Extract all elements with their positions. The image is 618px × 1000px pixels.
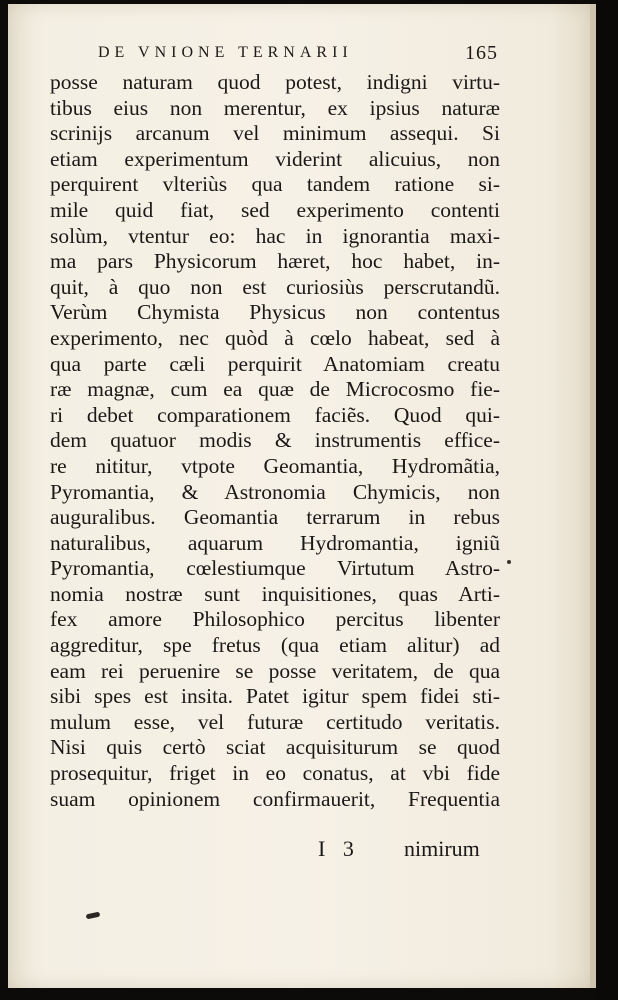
text-line: sibi spes est insita. Patet igitur spem fidei sti- xyxy=(50,684,500,709)
running-head-title: DE VNIONE TERNARII xyxy=(98,44,353,61)
text-line: naturalibus, aquarum Hydromantia, igniũ xyxy=(50,530,500,555)
text-line: nomia nostræ sunt inquisitiones, quas Arti- xyxy=(50,581,500,606)
text-line: eam rei peruenire se posse veritatem, de qua xyxy=(50,658,500,683)
text-line: scrinijs arcanum vel minimum assequi. Si xyxy=(50,121,500,146)
text-line: qua parte cæli perquirit Anatomiam creatu xyxy=(50,351,500,376)
text-line: re nititur, vtpote Geomantia, Hydromãtia, xyxy=(50,453,500,478)
signature-mark: I 3 xyxy=(318,836,360,861)
running-head xyxy=(98,44,498,68)
text-line: ræ magnæ, cum ea quæ de Microcosmo fie- xyxy=(50,377,500,402)
text-line: ma pars Physicorum hæret, hoc habet, in- xyxy=(50,249,500,274)
text-line: perquirent vlteriùs qua tandem ratione si- xyxy=(50,172,500,197)
text-line: ri debet comparationem faciẽs. Quod qui- xyxy=(50,402,500,427)
text-line: tibus eius non merentur, ex ipsius naturæ xyxy=(50,95,500,120)
catchword: nimirum xyxy=(404,836,480,861)
text-line: prosequitur, friget in eo conatus, at vbi fide xyxy=(50,761,500,786)
text-line: solùm, vtentur eo: hac in ignorantia maxi- xyxy=(50,223,500,248)
ink-speck xyxy=(507,560,511,564)
text-line: Pyromantia, cœlestiumque Virtutum Astro- xyxy=(50,556,500,581)
text-line: Verùm Chymista Physicus non contentus xyxy=(50,300,500,325)
text-line: Pyromantia, & Astronomia Chymicis, non xyxy=(50,479,500,504)
text-line: posse naturam quod potest, indigni virtu- xyxy=(50,70,500,94)
text-line: quit, à quo non est curiosiùs perscrutandũ. xyxy=(50,274,500,299)
text-line: fex amore Philosophico percitus libenter xyxy=(50,607,500,632)
text-line: Nisi quis certò sciat acquisiturum se quod xyxy=(50,735,500,760)
page-number: 165 xyxy=(465,42,498,64)
text-line: auguralibus. Geomantia terrarum in rebus xyxy=(50,505,500,530)
text-line: aggreditur, spe fretus (qua etiam alitur) ad xyxy=(50,633,500,658)
text-line: suam opinionem confirmauerit, Frequentia xyxy=(50,786,500,811)
text-line: etiam experimentum viderint alicuius, non xyxy=(50,146,500,171)
text-line: experimento, nec quòd à cœlo habeat, sed à xyxy=(50,325,500,350)
text-line: dem quatuor modis & instrumentis effice- xyxy=(50,428,500,453)
text-line: mulum esse, vel futuræ certitudo veritatis. xyxy=(50,709,500,734)
scan-border xyxy=(596,0,618,1000)
body-text xyxy=(50,70,500,812)
text-line: mile quid fiat, sed experimento contenti xyxy=(50,197,500,222)
